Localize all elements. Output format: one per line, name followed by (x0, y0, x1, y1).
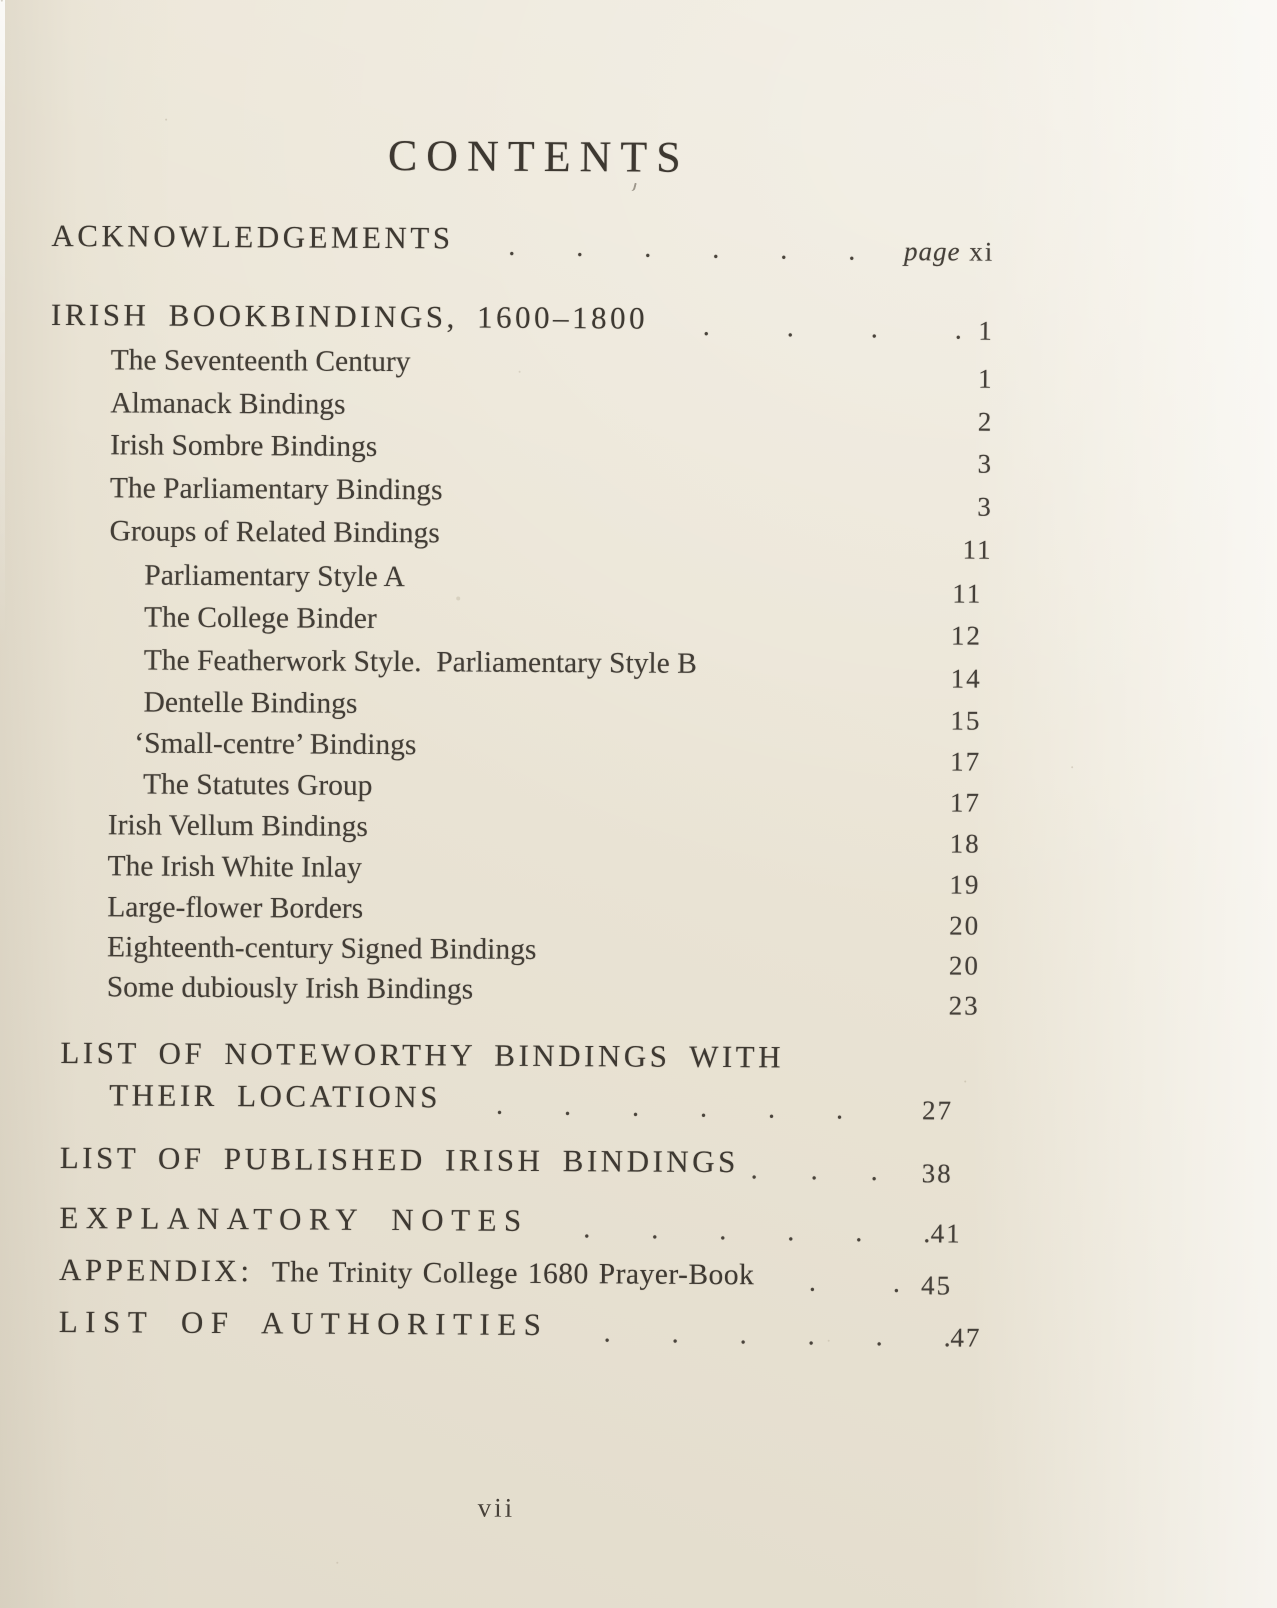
toc-entry-label: Irish Sombre Bindings (110, 429, 378, 463)
toc-entry-label: The Parliamentary Bindings (109, 472, 443, 507)
toc-entry (0, 515, 1275, 565)
toc-entry-label: Large-flower Borders (107, 891, 364, 925)
toc-entry-label: EXPLANATORY NOTES (59, 1200, 529, 1238)
appendix-prefix: APPENDIX: (58, 1252, 253, 1289)
toc-entry-label: Dentelle Bindings (143, 686, 358, 720)
paper-specks (1, 0, 3, 2)
toc-entry-label: The Featherwork Style. Parliamentary Style B (143, 644, 697, 680)
toc-entry-page: 41 (930, 1218, 962, 1249)
toc-entry-label: The College Binder (143, 601, 377, 635)
leader-dots: . . . (750, 1154, 879, 1188)
folio-page-number: vii (477, 1492, 516, 1523)
toc-entry-noteworthy-line2 (0, 1077, 1271, 1126)
toc-entry-label: ‘Small-centre’ Bindings (134, 727, 417, 762)
leader-dots: . . . . . . (603, 1317, 951, 1354)
page-title: CONTENTS (387, 131, 690, 182)
toc-entry (0, 686, 1274, 736)
toc-entry (0, 768, 1273, 818)
toc-entry (0, 344, 1276, 394)
toc-entry-label: ACKNOWLEDGEMENTS (51, 217, 454, 256)
toc-entry-page: 11 (952, 578, 983, 609)
toc-entry-label: Almanack Bindings (110, 387, 346, 421)
toc-entry-page: 1 (978, 315, 994, 346)
toc-entry (0, 387, 1275, 437)
toc-entry (0, 727, 1273, 777)
toc-entry-page: 17 (950, 746, 982, 777)
toc-entry-label: LIST OF PUBLISHED IRISH BINDINGS (59, 1140, 739, 1180)
toc-entry-page: 3 (977, 491, 993, 522)
toc-entry-page: 17 (949, 787, 982, 818)
toc-entry-page: 3 (977, 448, 994, 479)
toc-entry-label: The Irish White Inlay (107, 850, 362, 884)
toc-entry-label: Eighteenth-century Signed Bindings (106, 931, 537, 966)
toc-entry (0, 931, 1272, 981)
toc-entry-page: 14 (950, 663, 982, 694)
toc-entry-explanatory-notes (0, 1200, 1271, 1250)
toc-entry-label: IRISH BOOKBINDINGS, 1600–1800 (50, 296, 649, 336)
toc-entry-label: The Seventeenth Century (110, 344, 411, 379)
toc-entry-noteworthy-line1 (0, 1035, 1272, 1079)
toc-entry-page: 11 (962, 534, 993, 565)
appendix-title: The Trinity College 1680 Prayer-Book (271, 1256, 755, 1292)
toc-entry (0, 971, 1272, 1021)
toc-entry-page: 18 (949, 828, 981, 859)
toc-entry (0, 850, 1273, 900)
toc-entry-label: Irish Vellum Bindings (107, 809, 368, 843)
leader-dots: . . (809, 1266, 901, 1299)
toc-entry-label (59, 1252, 755, 1292)
toc-entry-label: THEIR LOCATIONS (109, 1077, 442, 1115)
toc-entry (0, 559, 1274, 609)
leader-dots: . . . . (702, 310, 963, 346)
toc-entry-published (0, 1140, 1271, 1189)
toc-entry-acknowledgements (0, 217, 1277, 267)
toc-entry (0, 472, 1275, 522)
toc-entry (0, 891, 1272, 941)
leader-dots: . . . . . . (495, 1089, 844, 1126)
toc-entry-page: 45 (920, 1270, 953, 1301)
toc-entry-label: The Statutes Group (142, 768, 373, 802)
toc-entry-page: 20 (949, 910, 981, 941)
toc-entry-appendix (0, 1252, 1270, 1301)
leader-dots: . . . . . . (508, 230, 856, 267)
toc-entry-page: 15 (950, 705, 982, 736)
toc-entry-page: 23 (948, 990, 980, 1021)
toc-entry-label: Parliamentary Style A (144, 559, 405, 594)
toc-entry (0, 644, 1274, 694)
toc-entry-page: 19 (949, 869, 981, 900)
toc-entry-page: 12 (950, 620, 983, 651)
toc-entry-label: LIST OF NOTEWORTHY BINDINGS WITH (60, 1035, 785, 1075)
toc-entry-label: Groups of Related Bindings (109, 515, 440, 550)
toc-entry-page (904, 236, 994, 268)
leader-dots: . . . . . . (583, 1213, 931, 1250)
toc-entry (0, 429, 1275, 479)
toc-entry-page: 2 (977, 406, 994, 437)
page-word-italic: page (903, 236, 961, 267)
page-number: xi (969, 236, 995, 267)
toc-entry-page: 27 (921, 1095, 954, 1126)
toc-entry-page: 38 (921, 1158, 953, 1189)
toc-entry-page: 47 (950, 1322, 982, 1353)
toc-entry-page: 20 (948, 950, 981, 981)
toc-entry (0, 601, 1274, 651)
toc-entry (0, 809, 1273, 859)
toc-entry-authorities (0, 1304, 1270, 1354)
toc-entry-label: Some dubiously Irish Bindings (106, 971, 474, 1006)
toc-entry-irish-bookbindings (0, 296, 1276, 346)
toc-entry-label: LIST OF AUTHORITIES (58, 1304, 549, 1343)
stray-ink-mark (630, 182, 637, 192)
toc-entry-page: 1 (977, 363, 994, 394)
